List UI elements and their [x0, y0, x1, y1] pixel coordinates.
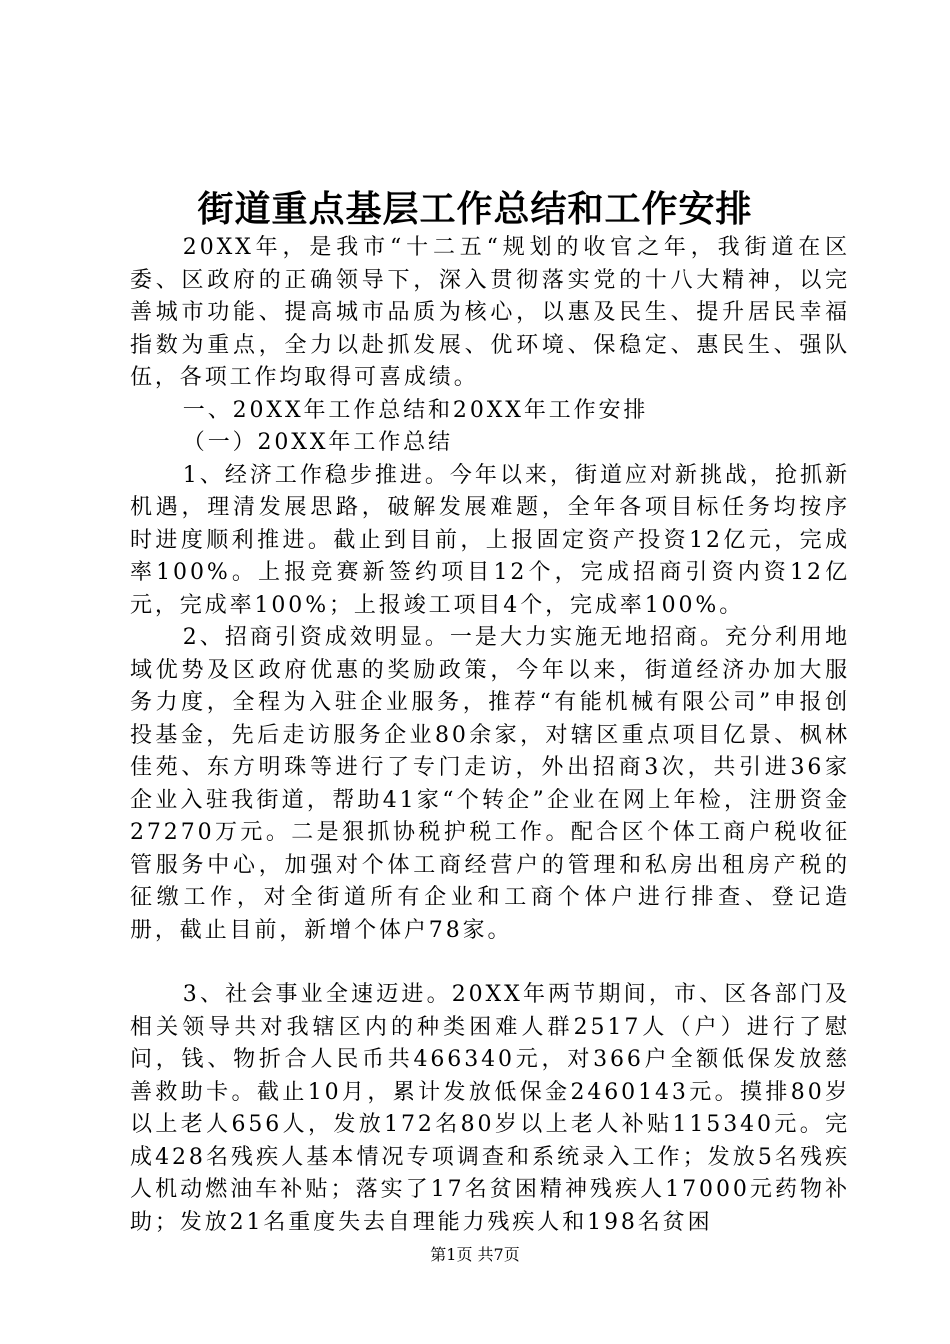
paragraph-economy: 1、经济工作稳步推进。今年以来，街道应对新挑战，抢抓新机遇，理清发展思路，破解发展难题，全年各项目标任务均按序时进度顺利推进。截止到目前，上报固定资产投资12亿元，完成率100%。上报竞赛新签约项目12个，完成招商引资内资12亿元，完成率100%；上报竣工项目4个，完成率100%。 [130, 462, 850, 618]
subsection-heading: （一）20XX年工作总结 [182, 430, 453, 455]
paragraph-investment: 2、招商引资成效明显。一是大力实施无地招商。充分利用地域优势及区政府优惠的奖励政策，今年以来，街道经济办加大服务力度，全程为入驻企业服务，推荐“有能机械有限公司”申报创投基金，先后走访服务企业80余家，对辖区重点项目亿景、枫林佳苑、东方明珠等进行了专门走访，外出招商3次，共引进36家企业入驻我街道，帮助41家“个转企”企业在网上年检，注册资金27270万元。二是狠抓协税护税工作。配合区个体工商户税收征管服务中心，加强对个体工商经营户的管理和私房出租房产税的征缴工作，对全街道所有企业和工商个体户进行排查、登记造册，截止目前，新增个体户78家。 [130, 625, 850, 943]
section-heading: 一、20XX年工作总结和20XX年工作安排 [182, 397, 649, 423]
page-footer: 第1页 共7页 [430, 1245, 520, 1264]
document-title: 街道重点基层工作总结和工作安排 [197, 188, 753, 230]
paragraph-intro: 20XX年，是我市“十二五“规划的收官之年，我街道在区委、区政府的正确领导下，深入贯彻落实党的十八大精神，以完善城市功能、提高城市品质为核心，以惠及民生、提升居民幸福指数为重点，全力以赴抓发展、优环境、保稳定、惠民生、强队伍，各项工作均取得可喜成绩。 [130, 235, 850, 390]
document-body [130, 232, 850, 1239]
paragraph-social: 3、社会事业全速迈进。20XX年两节期间，市、区各部门及相关领导共对我辖区内的种类困难人群2517人（户）进行了慰问，钱、物折合人民币共466340元，对366户全额低保发放慈善救助卡。截止10月，累计发放低保金2460143元。摸排80岁以上老人656人，发放172名80岁以上老人补贴115340元。完成428名残疾人基本情况专项调查和系统录入工作；发放5名残疾人机动燃油车补贴；落实了17名贫困精神残疾人17000元药物补助；发放21名重度失去自理能力残疾人和198名贫困 [130, 982, 850, 1235]
